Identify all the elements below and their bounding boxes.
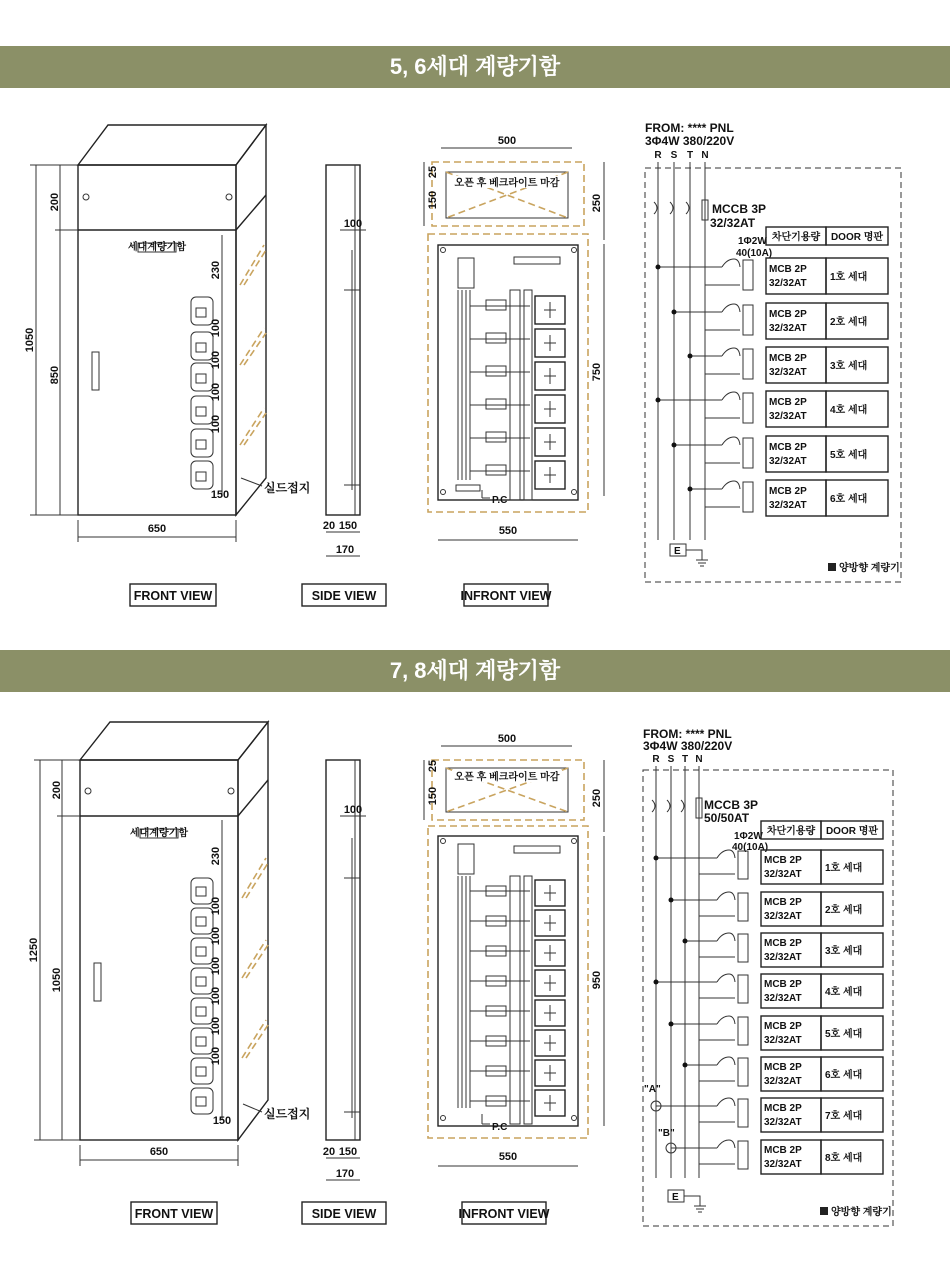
side-dim-150: 150 (338, 520, 358, 532)
row-door: 8호 세대 (825, 1153, 863, 1164)
row-breaker: MCB 2P (764, 938, 802, 949)
row-breaker: MCB 2P (764, 1021, 802, 1032)
cabinet-front (78, 165, 236, 515)
legend-swatch-icon (828, 563, 836, 571)
row-rating: 32/32AT (769, 367, 807, 378)
phase-s: S (667, 754, 675, 765)
row-rating: 32/32AT (764, 1117, 802, 1128)
pc-label: P.C (492, 1122, 508, 1133)
meter-spec: 1Φ2W (738, 236, 767, 247)
row-rating: 32/32AT (769, 456, 807, 467)
row-rating: 32/32AT (764, 869, 802, 880)
door-handle (92, 352, 99, 390)
from-line: FROM: **** PNL (643, 727, 732, 741)
infront-view (424, 135, 604, 606)
branch-rows (651, 850, 883, 1174)
cabinet-top (78, 125, 266, 165)
cabinet-label: 세대계량기함 (130, 828, 188, 839)
col-breaker-header: 차단기용량 (771, 232, 821, 243)
side-dim-150: 150 (338, 1146, 358, 1158)
dim-100-e: 100 (210, 1016, 222, 1036)
branch-row (672, 436, 889, 472)
section-2-title-bar (0, 650, 950, 692)
row-rating: 32/32AT (769, 278, 807, 289)
section-1-title-bar (0, 46, 950, 88)
col-door-header: DOOR 명판 (825, 826, 879, 837)
single-line-schematic (643, 727, 893, 1226)
meter-rows (458, 290, 565, 500)
row-door: 6호 세대 (825, 1070, 863, 1081)
cabinet-label: 세대계량기함 (128, 242, 186, 253)
infront-panel-height: 750 (591, 362, 603, 382)
branch-row (669, 892, 884, 926)
row-breaker: MCB 2P (764, 855, 802, 866)
row-door: 5호 세대 (830, 450, 868, 461)
row-door: 4호 세대 (825, 987, 863, 998)
row-rating: 32/32AT (764, 911, 802, 922)
section-1-drawings (0, 100, 950, 620)
front-view (28, 722, 310, 1224)
legend-label: 양방향 계량기 (831, 1207, 892, 1218)
row-breaker: MCB 2P (769, 442, 807, 453)
dim-230: 230 (210, 260, 222, 280)
infront-view-label: INFRONT VIEW (460, 589, 552, 603)
front-view-label: FRONT VIEW (134, 1207, 214, 1221)
dim-100-d: 100 (210, 986, 222, 1006)
side-dim-100: 100 (343, 804, 363, 816)
infront-bottom-width: 550 (498, 525, 518, 537)
ground-icon (686, 550, 708, 566)
side-view (302, 760, 386, 1224)
infront-top-width: 500 (497, 135, 517, 147)
dim-100-f: 100 (210, 1046, 222, 1066)
row-door: 2호 세대 (830, 317, 868, 328)
earth-label: E (674, 546, 681, 557)
cabinet-front (80, 760, 238, 1140)
row-rating: 32/32AT (764, 1076, 802, 1087)
cabinet-side-face (236, 125, 266, 515)
phase-r: R (652, 754, 660, 765)
row-breaker: MCB 2P (769, 397, 807, 408)
legend-label: 양방향 계량기 (839, 563, 900, 574)
dim-100-b: 100 (210, 926, 222, 946)
row-door: 6호 세대 (830, 494, 868, 505)
row-door: 5호 세대 (825, 1029, 863, 1040)
branch-row (688, 347, 889, 383)
ground-label: 실드접지 (264, 1107, 311, 1121)
row-breaker: MCB 2P (764, 1145, 802, 1156)
branch-row (669, 1016, 884, 1050)
dim-top-height: 200 (51, 780, 63, 800)
dim-100-a: 100 (210, 318, 222, 338)
row-rating: 32/32AT (769, 411, 807, 422)
section-2-svg (0, 708, 950, 1282)
meter-amp: 40(10A) (736, 248, 773, 259)
row-door: 4호 세대 (830, 405, 868, 416)
col-door-header: DOOR 명판 (830, 232, 884, 243)
dim-100-b: 100 (210, 350, 222, 370)
branch-row (672, 303, 889, 339)
front-view-label: FRONT VIEW (133, 589, 213, 603)
dim-total-height: 1050 (24, 327, 36, 353)
dim-150: 150 (212, 1115, 232, 1127)
side-view-label: SIDE VIEW (311, 1207, 377, 1221)
row-breaker: MCB 2P (769, 353, 807, 364)
main-breaker: MCCB 3P (704, 798, 759, 812)
phase-r: R (654, 150, 662, 161)
row-breaker: MCB 2P (764, 897, 802, 908)
dim-230: 230 (210, 846, 222, 866)
phase-t: T (681, 754, 689, 765)
infront-dim-150: 150 (427, 190, 439, 210)
panel-frame (428, 234, 588, 512)
branch-row (688, 480, 889, 516)
dim-top-height: 200 (49, 192, 61, 212)
side-view-label: SIDE VIEW (311, 589, 377, 603)
meter-amp: 40(10A) (732, 842, 769, 853)
row-rating: 32/32AT (764, 1035, 802, 1046)
infront-bottom-width: 550 (498, 1151, 518, 1163)
single-line-schematic (645, 121, 901, 582)
section-2-drawings (0, 708, 950, 1282)
marker-b-label: "B" (658, 1128, 675, 1139)
front-view (24, 125, 310, 606)
cover-label: 오픈 후 베크라이트 마감 (454, 178, 560, 189)
row-door: 3호 세대 (825, 946, 863, 957)
phase-n: N (695, 754, 703, 765)
from-line: FROM: **** PNL (645, 121, 734, 135)
branch-row (654, 974, 884, 1008)
branch-row (683, 1057, 884, 1091)
marker-a-label: "A" (644, 1084, 661, 1095)
dim-door-height: 850 (49, 365, 61, 385)
row-breaker: MCB 2P (769, 486, 807, 497)
supply-line: 3Φ4W 380/220V (643, 739, 733, 753)
side-dim-20: 20 (322, 1146, 336, 1158)
row-door: 7호 세대 (825, 1111, 863, 1122)
panel-frame (428, 826, 588, 1138)
row-breaker: MCB 2P (764, 979, 802, 990)
dim-width: 650 (147, 523, 167, 535)
dim-100-d: 100 (210, 414, 222, 434)
dim-door-height: 1050 (51, 967, 63, 993)
meter-spec: 1Φ2W (734, 831, 763, 842)
branch-row (654, 850, 884, 884)
row-door: 2호 세대 (825, 905, 863, 916)
side-dim-170: 170 (335, 1168, 355, 1180)
main-rating: 32/32AT (710, 216, 756, 230)
supply-line: 3Φ4W 380/220V (645, 134, 735, 148)
meter-rows (458, 876, 565, 1124)
row-rating: 32/32AT (769, 500, 807, 511)
side-dim-20: 20 (322, 520, 336, 532)
row-breaker: MCB 2P (769, 264, 807, 275)
row-door: 3호 세대 (830, 361, 868, 372)
dim-total-height: 1250 (28, 937, 40, 963)
row-rating: 32/32AT (769, 323, 807, 334)
cover-label: 오픈 후 베크라이트 마감 (454, 772, 560, 783)
ground-icon (684, 1196, 706, 1212)
infront-view (424, 733, 604, 1224)
infront-dim-150: 150 (427, 786, 439, 806)
legend-swatch-icon (820, 1207, 828, 1215)
row-rating: 32/32AT (764, 1159, 802, 1170)
infront-dim-25: 25 (427, 165, 439, 179)
row-rating: 32/32AT (764, 952, 802, 963)
infront-upper-height: 250 (591, 193, 603, 213)
pc-label: P.C (492, 495, 508, 506)
phase-s: S (670, 150, 678, 161)
door-handle (94, 963, 101, 1001)
dim-100-a: 100 (210, 896, 222, 916)
phase-t: T (686, 150, 694, 161)
row-breaker: MCB 2P (764, 1062, 802, 1073)
infront-upper-height: 250 (591, 788, 603, 808)
upper-cover (432, 760, 584, 820)
row-breaker: MCB 2P (764, 1103, 802, 1114)
row-door: 1호 세대 (830, 272, 868, 283)
dim-100-c: 100 (210, 956, 222, 976)
branch-row (651, 1098, 883, 1132)
row-breaker: MCB 2P (769, 309, 807, 320)
main-breaker: MCCB 3P (712, 202, 767, 216)
col-breaker-header: 차단기용량 (766, 826, 816, 837)
cabinet-top (80, 722, 268, 760)
side-dim-100: 100 (343, 218, 363, 230)
dim-100-c: 100 (210, 382, 222, 402)
section-1-svg (0, 100, 950, 620)
infront-view-label: INFRONT VIEW (458, 1207, 550, 1221)
ground-label: 실드접지 (264, 481, 311, 495)
dim-width: 650 (149, 1146, 169, 1158)
infront-top-width: 500 (497, 733, 517, 745)
row-door: 1호 세대 (825, 863, 863, 874)
infront-panel-height: 950 (591, 970, 603, 990)
row-rating: 32/32AT (764, 993, 802, 1004)
earth-label: E (672, 1192, 679, 1203)
side-view (302, 165, 386, 606)
section-title: 7, 8세대 계량기함 (389, 658, 561, 683)
phase-n: N (701, 150, 709, 161)
infront-dim-25: 25 (427, 759, 439, 773)
side-dim-170: 170 (335, 544, 355, 556)
main-rating: 50/50AT (704, 811, 750, 825)
branch-row (683, 933, 884, 967)
section-title: 5, 6세대 계량기함 (389, 54, 561, 79)
dim-150: 150 (210, 489, 230, 501)
